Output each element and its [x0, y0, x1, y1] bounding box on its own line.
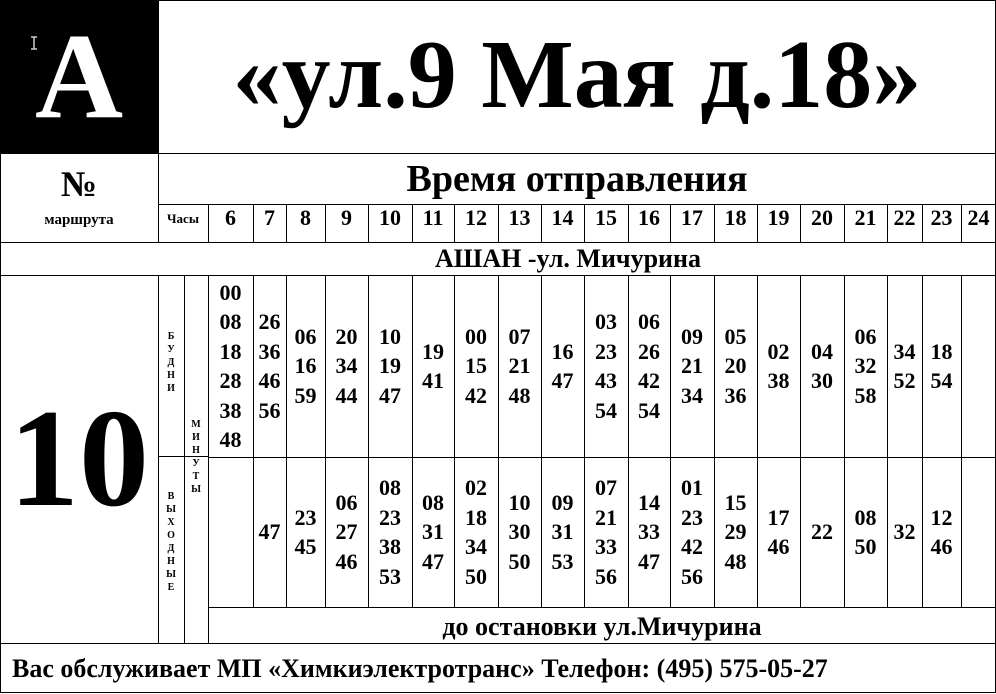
footer-operator-info: Вас обслуживает МП «Химкиэлектротранс» Телефон: (495) 575-05-27	[12, 654, 828, 683]
text-cursor-icon	[30, 36, 38, 50]
weekday-hour-20: 04 30	[811, 338, 833, 393]
weekday-hour-8: 06 16 59	[294, 323, 317, 408]
hour-21: 21	[854, 205, 877, 230]
hour-12: 12	[465, 205, 487, 230]
hour-10: 10	[379, 205, 401, 230]
weekday-hour-19: 02 38	[767, 338, 790, 393]
weekday-hour-24	[961, 276, 996, 456]
route-letter: А	[34, 9, 124, 144]
weekend-hour-13: 10 30 50	[508, 489, 531, 574]
to-stop-text: до остановки ул.Мичурина	[442, 612, 762, 641]
hour-22: 22	[893, 205, 916, 230]
weekday-hour-23: 18 54	[930, 338, 953, 393]
hour-6: 6	[225, 205, 236, 230]
weekday-hour-10: 10 19 47	[379, 323, 401, 408]
hours-label: Часы	[167, 211, 199, 226]
hour-16: 16	[638, 205, 660, 230]
weekday-hour-14: 16 47	[551, 338, 574, 393]
weekday-hour-13: 07 21 48	[508, 323, 531, 408]
weekday-hour-17: 09 21 34	[681, 323, 703, 408]
hour-7: 7	[264, 205, 275, 230]
weekend-hour-7: 47	[258, 519, 281, 545]
weekend-hour-20: 22	[811, 519, 833, 545]
hour-14: 14	[551, 205, 574, 230]
route-number-sign: №	[60, 164, 98, 204]
stop-name-title: «ул.9 Мая д.18»	[232, 21, 922, 129]
weekend-hour-12: 02 18 34 50	[465, 475, 487, 589]
weekend-hour-24	[961, 458, 996, 606]
route-label-text: маршрута	[44, 212, 114, 228]
hour-11: 11	[422, 205, 444, 230]
hour-8: 8	[300, 205, 311, 230]
weekend-hour-18: 15 29 48	[724, 489, 747, 574]
weekend-hour-8: 23 45	[294, 504, 317, 559]
weekend-hour-15: 07 21 33 56	[595, 475, 617, 589]
hour-23: 23	[930, 205, 953, 230]
weekday-hour-6: 00 08 18 28 38 48	[219, 279, 242, 452]
weekend-hour-23: 12 46	[930, 504, 953, 559]
weekend-hour-9: 06 27 46	[335, 489, 358, 574]
hour-9: 9	[341, 205, 352, 230]
hour-19: 19	[767, 205, 790, 230]
weekend-hour-10: 08 23 38 53	[379, 475, 401, 589]
hour-17: 17	[681, 205, 703, 230]
hour-18: 18	[724, 205, 747, 230]
route-number: 10	[9, 381, 149, 536]
weekday-hour-11: 19 41	[422, 338, 444, 393]
hour-15: 15	[595, 205, 617, 230]
weekend-hour-16: 14 33 47	[638, 489, 660, 574]
weekend-hour-22: 32	[893, 519, 916, 545]
minutes-label: М И Н У Т Ы	[191, 419, 201, 495]
weekend-hour-19: 17 46	[767, 504, 790, 559]
weekend-hour-21: 08 50	[854, 504, 877, 559]
weekends-label: В Ы Х О Д Н Ы Е	[166, 491, 176, 593]
weekday-hour-7: 26 36 46 56	[258, 309, 281, 423]
weekend-hour-17: 01 23 42 56	[681, 475, 703, 589]
weekday-hour-15: 03 23 43 54	[595, 309, 617, 423]
hour-24: 24	[967, 205, 990, 230]
weekday-hour-12: 00 15 42	[465, 323, 487, 408]
weekend-hour-6	[208, 458, 253, 606]
weekday-hour-18: 05 20 36	[724, 323, 747, 408]
weekdays-label: Б У Д Н И	[167, 331, 175, 394]
departure-time-header: Время отправления	[406, 158, 748, 200]
weekday-hour-16: 06 26 42 54	[638, 309, 660, 423]
weekend-hour-11: 08 31 47	[422, 489, 444, 574]
hour-13: 13	[508, 205, 531, 230]
hour-20: 20	[811, 205, 833, 230]
weekday-hour-21: 06 32 58	[854, 323, 877, 408]
weekday-hour-22: 34 52	[893, 338, 916, 393]
weekday-hour-9: 20 34 44	[335, 323, 358, 408]
weekend-hour-14: 09 31 53	[551, 489, 574, 574]
route-direction: АШАН -ул. Мичурина	[434, 244, 702, 273]
